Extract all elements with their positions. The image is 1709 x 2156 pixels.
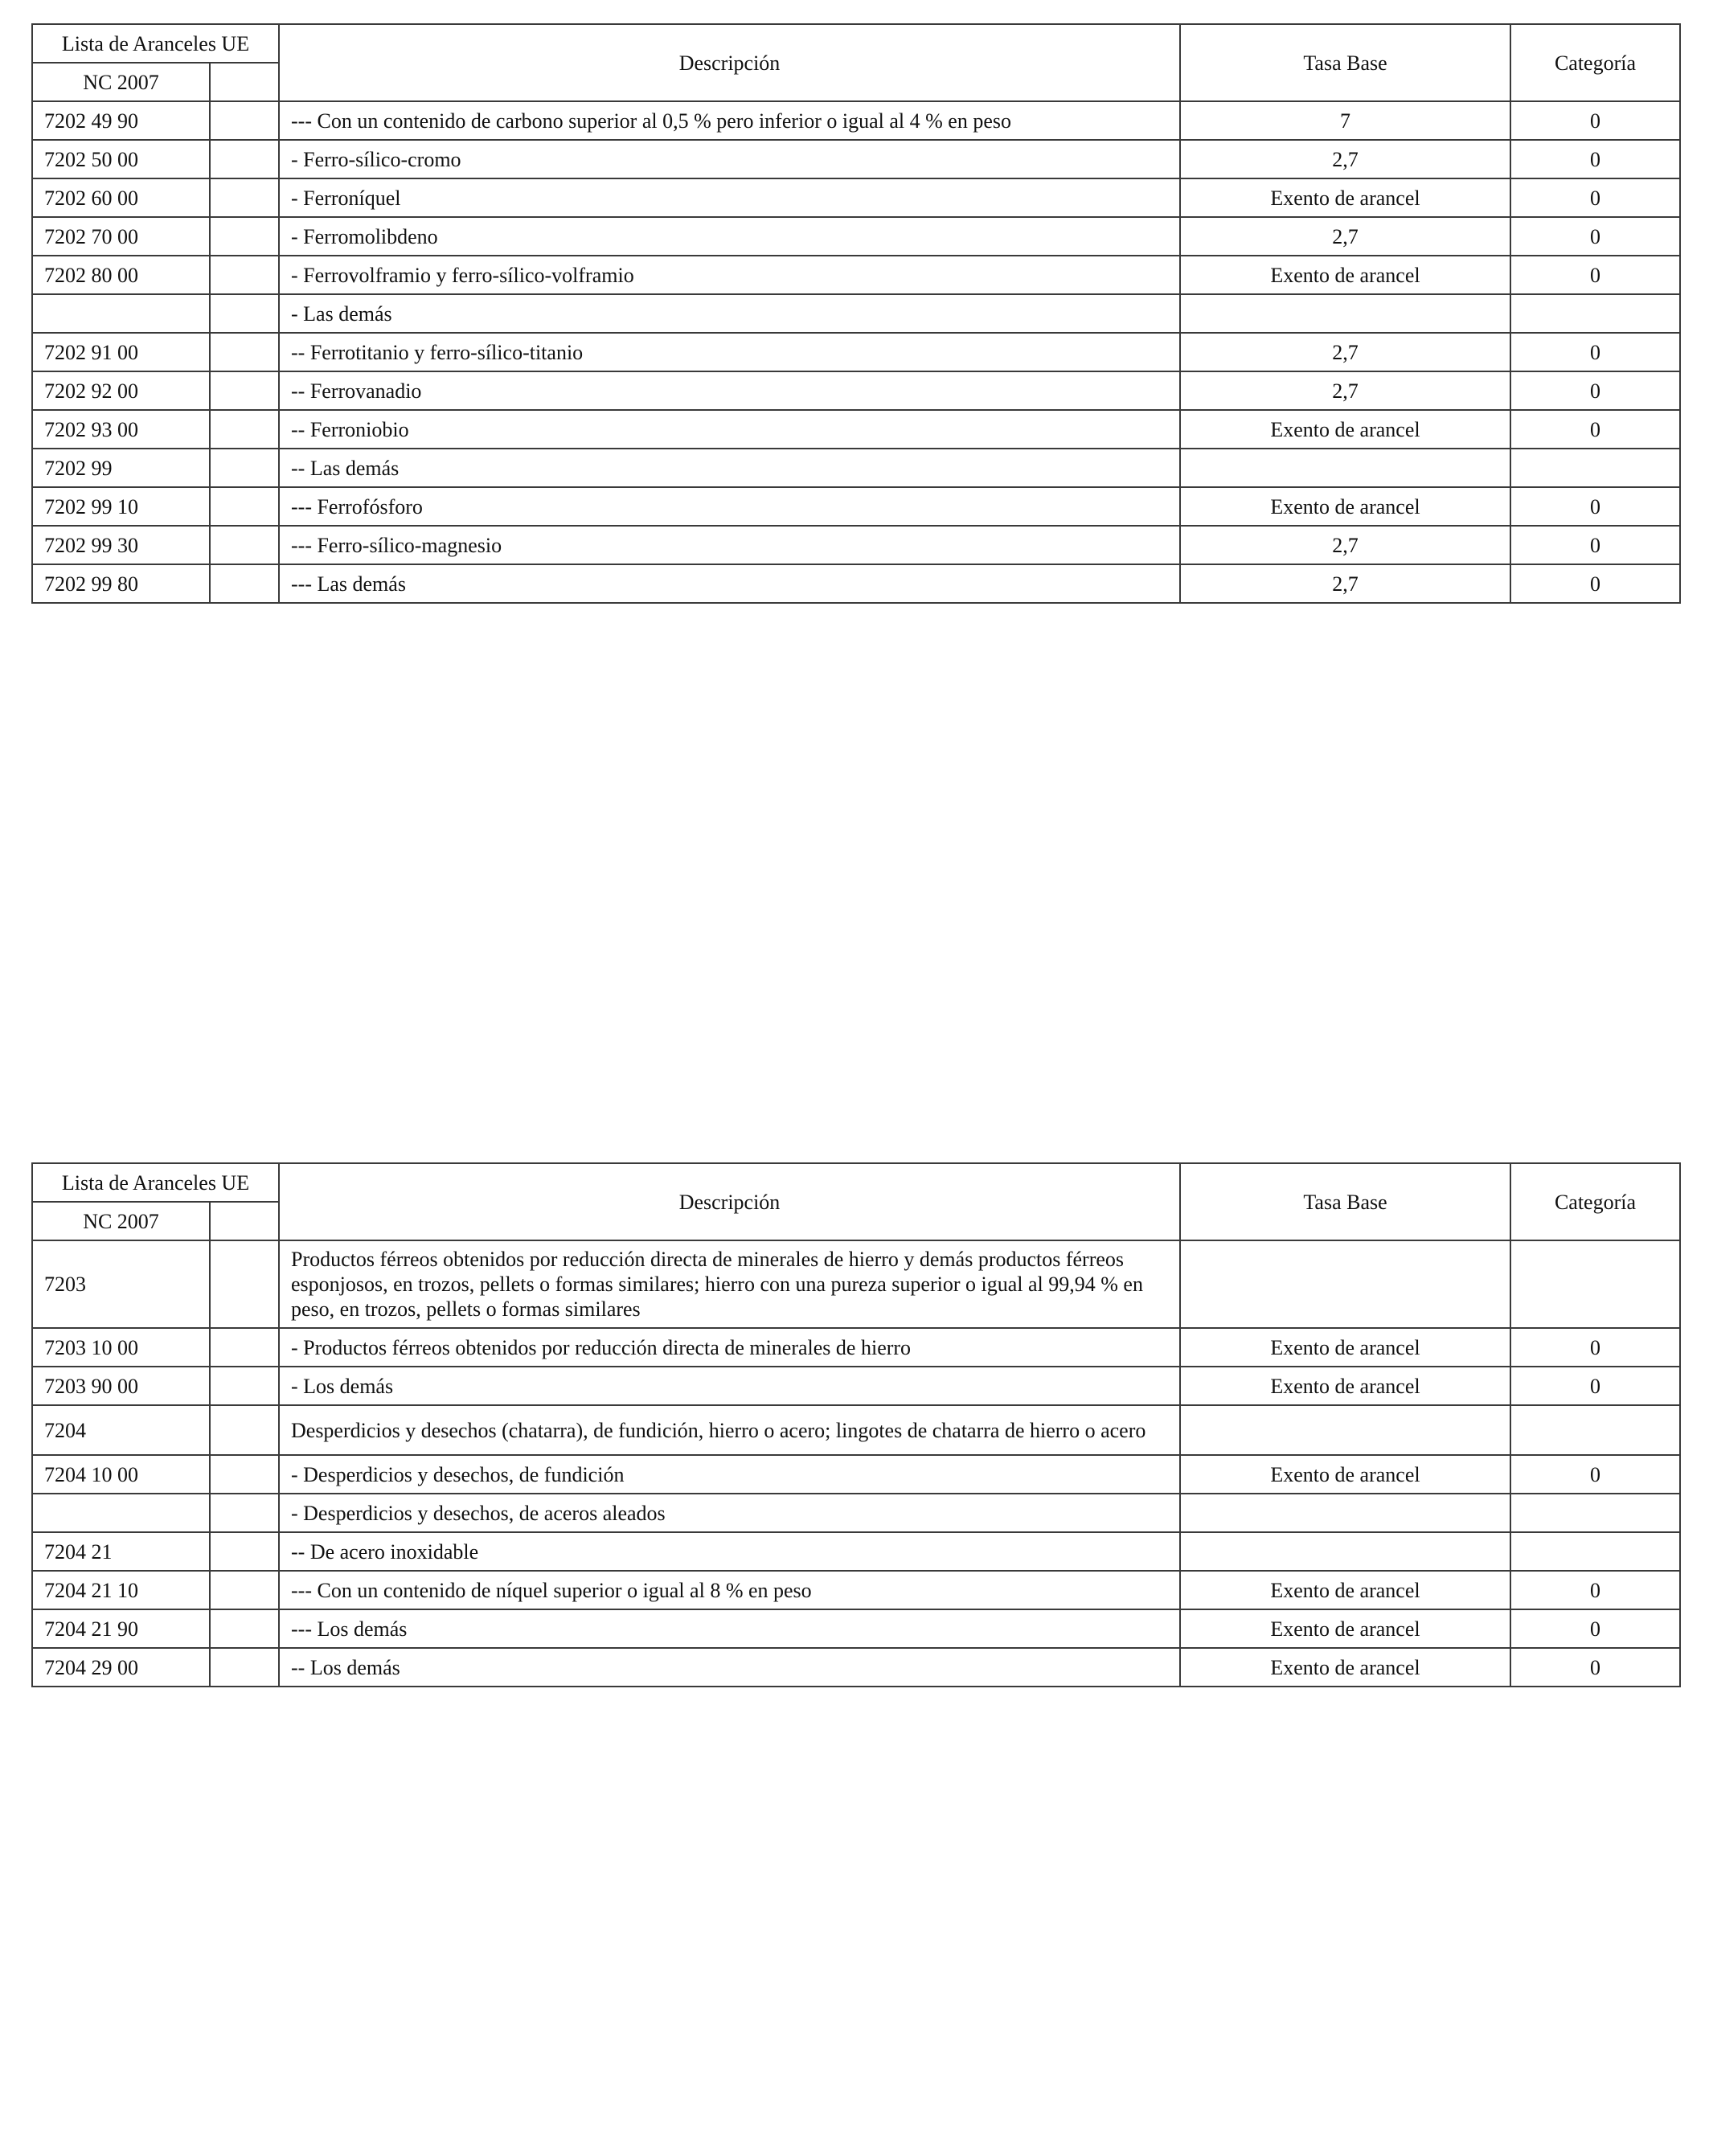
description-cell: - Productos férreos obtenidos por reducción directa de minerales de hierro [279, 1328, 1180, 1367]
base-rate-cell: Exento de arancel [1180, 256, 1510, 294]
code-cell: 7203 90 00 [32, 1367, 210, 1405]
table-row [32, 178, 1680, 217]
header-nc-label: NC 2007 [32, 63, 210, 101]
code-cell: 7204 10 00 [32, 1455, 210, 1494]
blank-cell [210, 1328, 279, 1367]
table-row [32, 140, 1680, 178]
description-cell: - Los demás [279, 1367, 1180, 1405]
blank-cell [210, 1494, 279, 1532]
category-cell [1510, 294, 1680, 333]
table-row [32, 1609, 1680, 1648]
category-cell: 0 [1510, 371, 1680, 410]
category-cell: 0 [1510, 1367, 1680, 1405]
code-cell: 7202 99 30 [32, 526, 210, 564]
blank-cell [210, 1609, 279, 1648]
blank-cell [210, 1455, 279, 1494]
blank-cell [210, 564, 279, 603]
base-rate-cell: 2,7 [1180, 564, 1510, 603]
code-cell: 7202 99 10 [32, 487, 210, 526]
base-rate-cell: Exento de arancel [1180, 410, 1510, 449]
description-cell: - Desperdicios y desechos, de aceros aleados [279, 1494, 1180, 1532]
table-row [32, 449, 1680, 487]
code-cell: 7202 60 00 [32, 178, 210, 217]
code-cell: 7204 29 00 [32, 1648, 210, 1687]
blank-cell [210, 1571, 279, 1609]
header-blank-cell [210, 1202, 279, 1240]
description-cell: - Las demás [279, 294, 1180, 333]
code-cell: 7202 80 00 [32, 256, 210, 294]
code-cell [32, 1494, 210, 1532]
description-cell: -- Los demás [279, 1648, 1180, 1687]
category-cell: 0 [1510, 140, 1680, 178]
header-base-rate: Tasa Base [1180, 1163, 1510, 1240]
code-cell: 7202 99 [32, 449, 210, 487]
base-rate-cell: Exento de arancel [1180, 1455, 1510, 1494]
base-rate-cell [1180, 1405, 1510, 1455]
table-row [32, 256, 1680, 294]
base-rate-cell: 2,7 [1180, 217, 1510, 256]
tariff-table-1 [31, 23, 1681, 604]
description-cell: Desperdicios y desechos (chatarra), de fundición, hierro o acero; lingotes de chatarra de hierro o acero [279, 1405, 1180, 1455]
base-rate-cell [1180, 1494, 1510, 1532]
category-cell [1510, 449, 1680, 487]
category-cell [1510, 1494, 1680, 1532]
category-cell: 0 [1510, 487, 1680, 526]
category-cell: 0 [1510, 333, 1680, 371]
table-row [32, 101, 1680, 140]
base-rate-cell: 7 [1180, 101, 1510, 140]
base-rate-cell: Exento de arancel [1180, 178, 1510, 217]
base-rate-cell: 2,7 [1180, 526, 1510, 564]
blank-cell [210, 526, 279, 564]
code-cell: 7203 10 00 [32, 1328, 210, 1367]
table-row [32, 410, 1680, 449]
base-rate-cell: Exento de arancel [1180, 1328, 1510, 1367]
category-cell [1510, 1405, 1680, 1455]
table-row [32, 1367, 1680, 1405]
description-cell: -- Las demás [279, 449, 1180, 487]
table-row [32, 1328, 1680, 1367]
category-cell: 0 [1510, 564, 1680, 603]
code-cell: 7204 21 90 [32, 1609, 210, 1648]
table-row [32, 1648, 1680, 1687]
code-cell: 7203 [32, 1240, 210, 1328]
base-rate-cell: 2,7 [1180, 333, 1510, 371]
table-2-body [32, 1240, 1680, 1687]
header-description: Descripción [279, 1163, 1180, 1240]
code-cell [32, 294, 210, 333]
blank-cell [210, 140, 279, 178]
category-cell: 0 [1510, 256, 1680, 294]
description-cell: - Ferroníquel [279, 178, 1180, 217]
blank-cell [210, 449, 279, 487]
base-rate-cell: Exento de arancel [1180, 1609, 1510, 1648]
table-row [32, 1494, 1680, 1532]
blank-cell [210, 1648, 279, 1687]
header-nc-label: NC 2007 [32, 1202, 210, 1240]
description-cell: -- De acero inoxidable [279, 1532, 1180, 1571]
description-cell: --- Las demás [279, 564, 1180, 603]
category-cell: 0 [1510, 1571, 1680, 1609]
description-cell: --- Ferrofósforo [279, 487, 1180, 526]
description-cell: --- Los demás [279, 1609, 1180, 1648]
base-rate-cell: 2,7 [1180, 371, 1510, 410]
header-blank-cell [210, 63, 279, 101]
code-cell: 7204 21 10 [32, 1571, 210, 1609]
description-cell: - Ferrovolframio y ferro-sílico-volframio [279, 256, 1180, 294]
description-cell: - Desperdicios y desechos, de fundición [279, 1455, 1180, 1494]
blank-cell [210, 101, 279, 140]
table-row [32, 526, 1680, 564]
table-row [32, 1240, 1680, 1328]
header-base-rate: Tasa Base [1180, 24, 1510, 101]
code-cell: 7202 99 80 [32, 564, 210, 603]
code-cell: 7202 91 00 [32, 333, 210, 371]
blank-cell [210, 1367, 279, 1405]
header-list-label: Lista de Aranceles UE [32, 24, 279, 63]
table-row [32, 1571, 1680, 1609]
base-rate-cell [1180, 1532, 1510, 1571]
header-category: Categoría [1510, 24, 1680, 101]
blank-cell [210, 294, 279, 333]
code-cell: 7202 92 00 [32, 371, 210, 410]
blank-cell [210, 1532, 279, 1571]
description-cell: - Ferro-sílico-cromo [279, 140, 1180, 178]
code-cell: 7202 50 00 [32, 140, 210, 178]
base-rate-cell: 2,7 [1180, 140, 1510, 178]
blank-cell [210, 256, 279, 294]
blank-cell [210, 1405, 279, 1455]
code-cell: 7202 70 00 [32, 217, 210, 256]
blank-cell [210, 333, 279, 371]
category-cell: 0 [1510, 1609, 1680, 1648]
blank-cell [210, 410, 279, 449]
base-rate-cell [1180, 1240, 1510, 1328]
code-cell: 7204 21 [32, 1532, 210, 1571]
table-row [32, 217, 1680, 256]
description-cell: -- Ferrovanadio [279, 371, 1180, 410]
description-cell: -- Ferroniobio [279, 410, 1180, 449]
code-cell: 7202 49 90 [32, 101, 210, 140]
header-list-label: Lista de Aranceles UE [32, 1163, 279, 1202]
blank-cell [210, 217, 279, 256]
base-rate-cell [1180, 294, 1510, 333]
base-rate-cell: Exento de arancel [1180, 1571, 1510, 1609]
description-cell: --- Ferro-sílico-magnesio [279, 526, 1180, 564]
category-cell: 0 [1510, 410, 1680, 449]
category-cell: 0 [1510, 178, 1680, 217]
category-cell: 0 [1510, 526, 1680, 564]
category-cell [1510, 1532, 1680, 1571]
table-1-body [32, 101, 1680, 603]
category-cell [1510, 1240, 1680, 1328]
header-description: Descripción [279, 24, 1180, 101]
blank-cell [210, 178, 279, 217]
category-cell: 0 [1510, 1455, 1680, 1494]
description-cell: Productos férreos obtenidos por reducción directa de minerales de hierro y demás productos férreos esponjosos, en trozos, pellets o formas similares; hierro con una pureza superior o igual al 99,94 % en peso, en trozos, pellets o formas similares [279, 1240, 1180, 1328]
blank-cell [210, 1240, 279, 1328]
base-rate-cell: Exento de arancel [1180, 487, 1510, 526]
table-row [32, 1455, 1680, 1494]
base-rate-cell: Exento de arancel [1180, 1367, 1510, 1405]
blank-cell [210, 371, 279, 410]
table-row [32, 294, 1680, 333]
table-row [32, 371, 1680, 410]
table-row [32, 1405, 1680, 1455]
description-cell: --- Con un contenido de níquel superior o igual al 8 % en peso [279, 1571, 1180, 1609]
header-category: Categoría [1510, 1163, 1680, 1240]
base-rate-cell [1180, 449, 1510, 487]
category-cell: 0 [1510, 217, 1680, 256]
table-row [32, 333, 1680, 371]
description-cell: -- Ferrotitanio y ferro-sílico-titanio [279, 333, 1180, 371]
base-rate-cell: Exento de arancel [1180, 1648, 1510, 1687]
category-cell: 0 [1510, 1328, 1680, 1367]
tariff-table-2 [31, 1162, 1681, 1687]
description-cell: - Ferromolibdeno [279, 217, 1180, 256]
code-cell: 7202 93 00 [32, 410, 210, 449]
code-cell: 7204 [32, 1405, 210, 1455]
table-row [32, 564, 1680, 603]
table-row [32, 487, 1680, 526]
category-cell: 0 [1510, 101, 1680, 140]
blank-cell [210, 487, 279, 526]
description-cell: --- Con un contenido de carbono superior al 0,5 % pero inferior o igual al 4 % en peso [279, 101, 1180, 140]
category-cell: 0 [1510, 1648, 1680, 1687]
table-row [32, 1532, 1680, 1571]
